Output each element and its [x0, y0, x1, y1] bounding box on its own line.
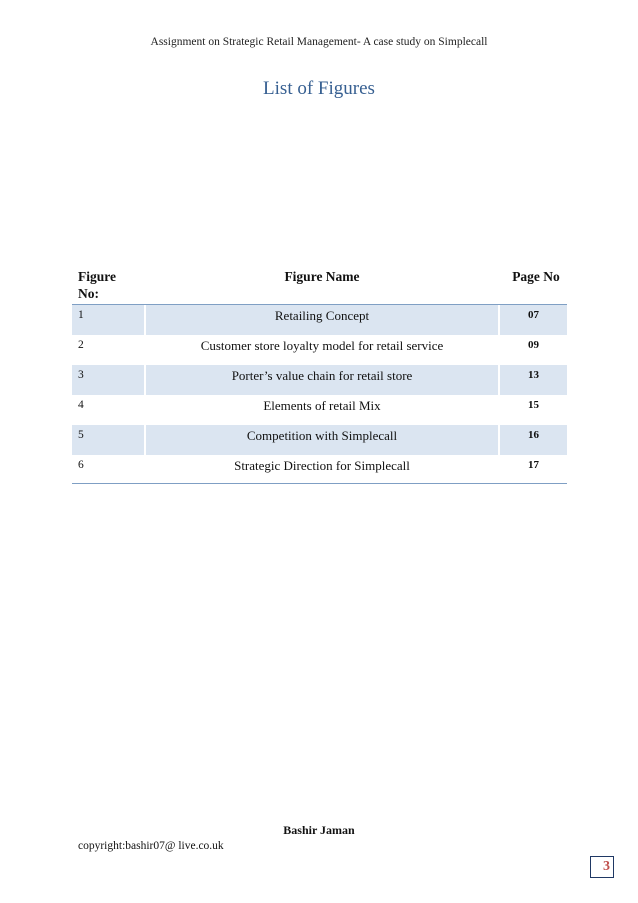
figures-table — [72, 268, 567, 484]
figure-page: 17 — [528, 459, 539, 471]
header-figure-no: Figure No: — [78, 269, 116, 301]
figure-page: 15 — [528, 399, 539, 411]
header-figure-name: Figure Name — [284, 269, 360, 284]
table-row — [72, 425, 567, 455]
header-page-no: Page No — [512, 269, 560, 284]
figure-name: Strategic Direction for Simplecall — [234, 458, 410, 473]
figure-page: 13 — [500, 365, 567, 395]
table-row — [72, 455, 567, 484]
table-row — [72, 335, 567, 365]
table-header-row — [72, 268, 567, 305]
figure-number: 3 — [72, 365, 144, 395]
table-row — [72, 365, 567, 395]
footer-copyright: copyright:bashir07@ live.co.uk — [78, 840, 224, 852]
figure-number: 1 — [72, 305, 144, 335]
page-number: 3 — [590, 856, 614, 878]
figure-name: Porter’s value chain for retail store — [146, 365, 498, 395]
footer-author: Bashir Jaman — [283, 823, 355, 837]
figure-number: 2 — [78, 339, 84, 351]
figure-name: Retailing Concept — [146, 305, 498, 335]
table-row — [72, 395, 567, 425]
figure-name: Elements of retail Mix — [263, 398, 381, 413]
figure-name: Customer store loyalty model for retail service — [200, 338, 444, 353]
running-header: Assignment on Strategic Retail Management- A case study on Simplecall — [150, 36, 488, 48]
figure-number: 4 — [78, 399, 84, 411]
figure-name: Competition with Simplecall — [146, 425, 498, 455]
figure-page: 07 — [500, 305, 567, 335]
table-row — [72, 305, 567, 335]
figure-page: 09 — [528, 339, 539, 351]
figure-number: 6 — [78, 459, 84, 471]
page-title: List of Figures — [263, 78, 375, 99]
figure-number: 5 — [72, 425, 144, 455]
figure-page: 16 — [500, 425, 567, 455]
